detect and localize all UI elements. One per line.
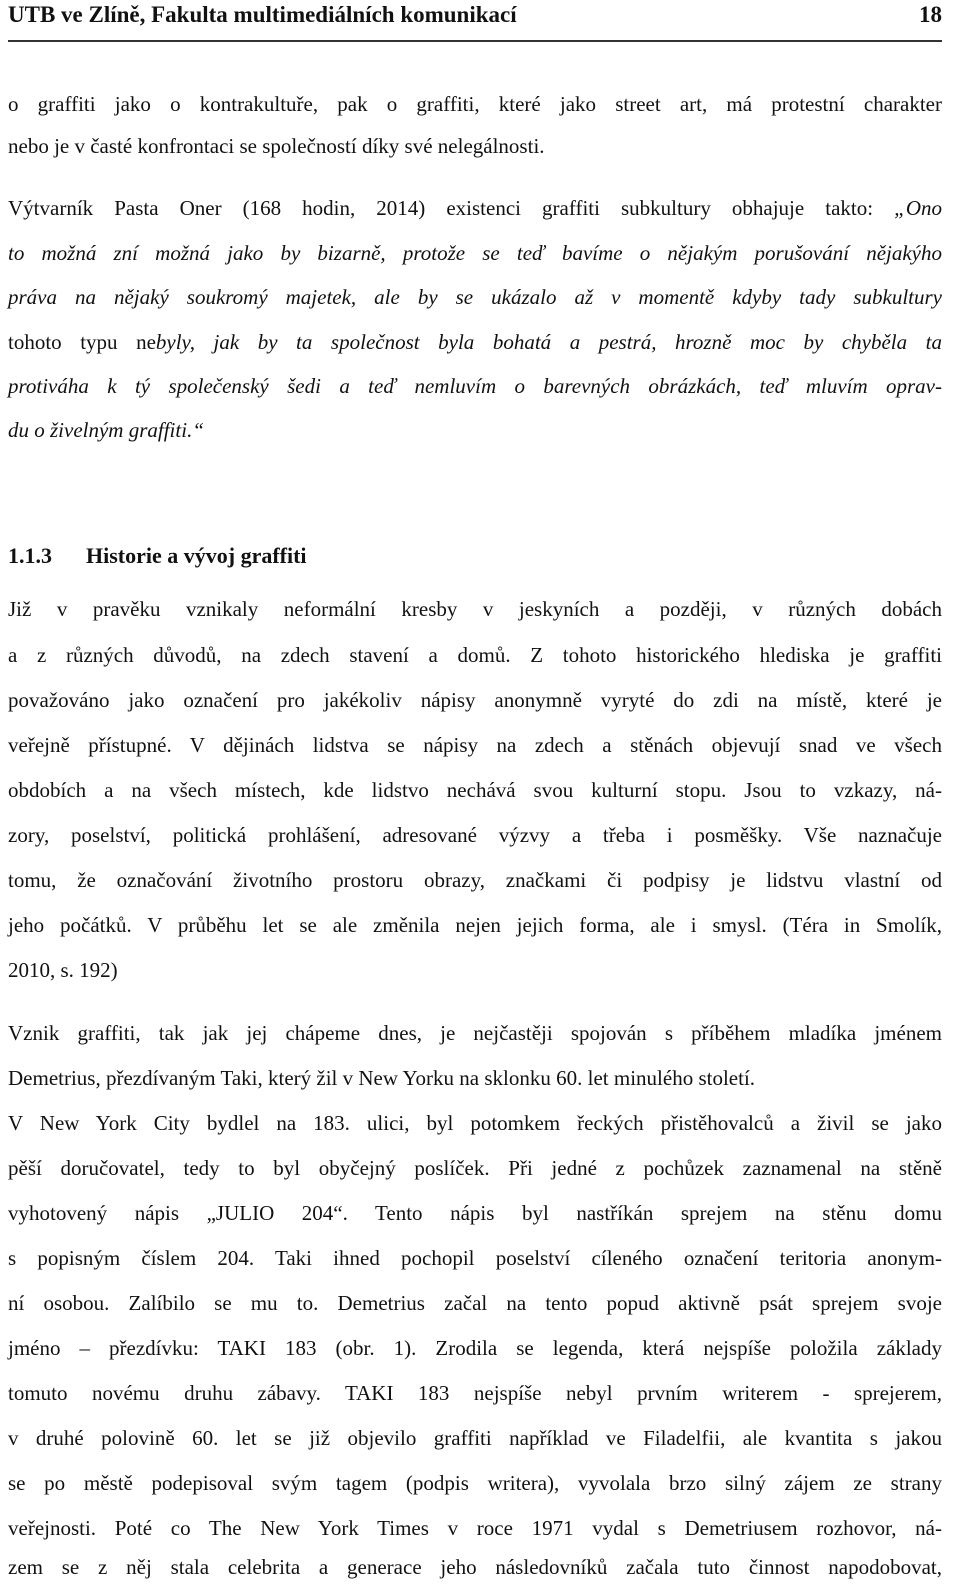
paragraph-line: zem se z něj stala celebrita a generace jeho následovníků začala tuto činnost napodobovat, [8, 1555, 942, 1579]
paragraph-line: veřejnosti. Poté co The New York Times v roce 1971 vydal s Demetriusem rozhovor, ná- [8, 1516, 942, 1540]
quote-italic: byly, jak by ta společnost byla bohatá a pestrá, hrozně moc by chyběla ta [155, 330, 942, 354]
quote-line: du o živelným graffiti.“ [8, 418, 204, 442]
paragraph-line: Vznik graffiti, tak jak jej chápeme dnes, je nejčastěji spojován s příběhem mladíka jménem [8, 1021, 942, 1045]
paragraph-line: ní osobou. Zalíbilo se mu to. Demetrius začal na tento popud aktivně psát sprejem svoje [8, 1291, 942, 1315]
paragraph-line: v druhé polovině 60. let se již objevilo graffiti například ve Filadelfii, ale kvantita s jakou [8, 1426, 942, 1450]
section-title: Historie a vývoj graffiti [86, 543, 307, 568]
quote-line: to možná zní možná jako by bizarně, protože se teď bavíme o nějakým porušování nějakýho [8, 241, 942, 265]
quote-line [8, 325, 942, 359]
header-title: UTB ve Zlíně, Fakulta multimediálních komunikací [8, 2, 517, 27]
paragraph-line: Demetrius, přezdívaným Taki, který žil v New Yorku na sklonku 60. let minulého století. [8, 1066, 756, 1090]
paragraph-line: vyhotovený nápis „JULIO 204“. Tento nápis byl nastříkán sprejem na stěnu domu [8, 1201, 942, 1225]
paragraph-line: se po městě podepisoval svým tagem (podpis writera), vyvolala brzo silný zájem ze strany [8, 1471, 942, 1495]
paragraph-line: s popisným číslem 204. Taki ihned pochopil poselství cíleného označení teritoria anonym- [8, 1246, 942, 1270]
paragraph-line: tomu, že označování životního prostoru obrazy, značkami či podpisy je lidstvu vlastní od [8, 868, 942, 892]
intro-line: o graffiti jako o kontrakultuře, pak o graffiti, které jako street art, má protestní charakter [8, 92, 942, 116]
quote-line: práva na nějaký soukromý majetek, ale by se ukázalo až v momentě kdyby tady subkultury [8, 285, 942, 309]
intro-line: nebo je v časté konfrontaci se společností díky své nelegálnosti. [8, 134, 545, 158]
quote-lead: Výtvarník Pasta Oner (168 hodin, 2014) existenci graffiti subkultury obhajuje takto: [8, 196, 895, 220]
page-number: 18 [919, 2, 942, 27]
paragraph-line: zory, poselství, politická prohlášení, adresované výzvy a třeba i posměšky. Vše naznačuje [8, 823, 942, 847]
paragraph-line: obdobích a na všech místech, kde lidstvo nechává svou kulturní stopu. Jsou to vzkazy, ná- [8, 778, 942, 802]
paragraph-line: jeho počátků. V průběhu let se ale změnila nejen jejich forma, ale i smysl. (Téra in Smolík, [8, 913, 942, 937]
page-header [8, 0, 942, 42]
paragraph-line: tomuto novému druhu zábavy. TAKI 183 nejspíše nebyl prvním writerem - sprejerem, [8, 1381, 942, 1405]
paragraph-line: 2010, s. 192) [8, 958, 118, 982]
paragraph-line: považováno jako označení pro jakékoliv nápisy anonymně vyryté do zdi na místě, které je [8, 688, 942, 712]
quote-line: protiváha k tý společenský šedi a teď nemluvím o barevných obrázkách, teď mluvím oprav- [8, 374, 942, 398]
paragraph-line: jméno – přezdívku: TAKI 183 (obr. 1). Zrodila se legenda, která nejspíše položila základy [8, 1336, 942, 1360]
paragraph-line: pěší doručovatel, tedy to byl obyčejný poslíček. Při jedné z pochůzek zaznamenal na stěně [8, 1156, 942, 1180]
section-heading [8, 538, 942, 574]
quote-plain: tohoto typu ne [8, 330, 156, 354]
section-number: 1.1.3 [8, 543, 52, 568]
quote-line [8, 191, 942, 225]
paragraph-line: a z různých důvodů, na zdech stavení a domů. Z tohoto historického hlediska je graffiti [8, 643, 942, 667]
paragraph-line: veřejně přístupné. V dějinách lidstva se nápisy na zdech a stěnách objevují snad ve všech [8, 733, 942, 757]
paragraph-line: Již v pravěku vznikaly neformální kresby v jeskyních a později, v různých dobách [8, 597, 942, 621]
quote-open: „Ono [894, 196, 942, 220]
paragraph-line: V New York City bydlel na 183. ulici, byl potomkem řeckých přistěhovalců a živil se jako [8, 1111, 942, 1135]
